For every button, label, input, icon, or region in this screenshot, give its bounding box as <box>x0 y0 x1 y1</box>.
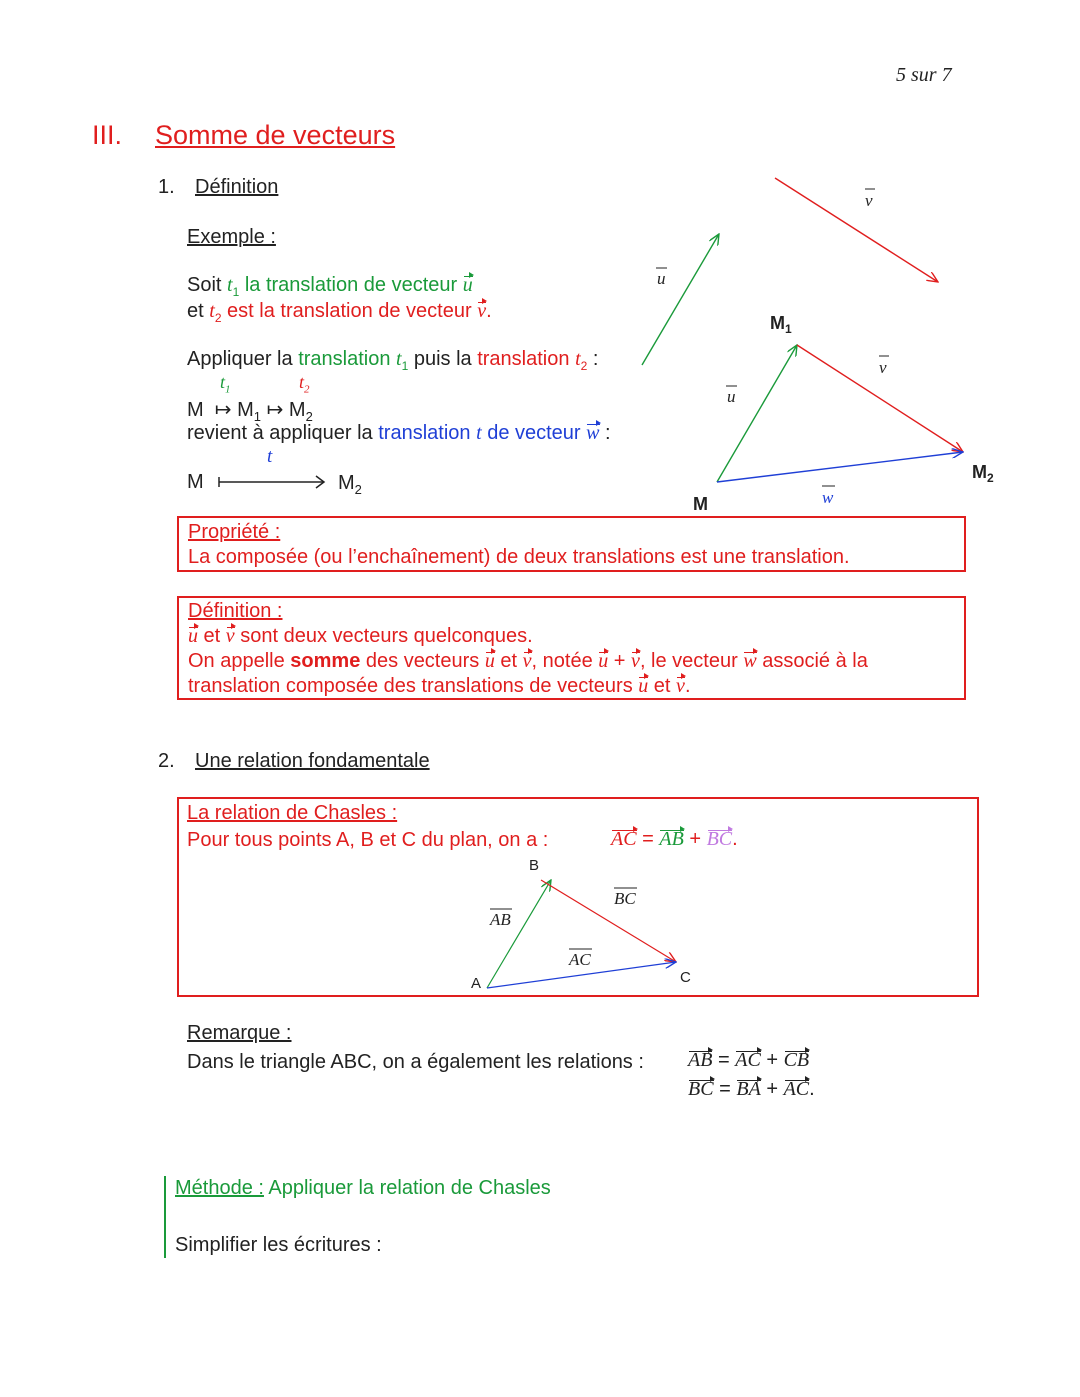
chasles-text: Pour tous points A, B et C du plan, on a : <box>187 829 549 851</box>
svg-text:w: w <box>822 488 834 507</box>
property-label: Propriété : <box>188 521 281 543</box>
example-label: Exemple : <box>187 226 276 248</box>
subsection2-number: 2. <box>158 750 175 772</box>
direct-M2: $M_2$ <box>338 472 362 497</box>
svg-text:u: u <box>657 269 666 288</box>
label-AB <box>489 909 512 929</box>
mapsto-arrow-icon: ↦ <box>266 399 284 421</box>
direct-M: M <box>187 471 204 493</box>
chasles-formula: AC = AB + BC. <box>611 828 738 850</box>
chain-mapping: M ↦ $M_1$ ↦ $M_2$ <box>187 399 313 424</box>
remark-relation-2: BC = BA + AC. <box>688 1078 815 1100</box>
chain-label-t2: $t_2$ <box>299 372 310 396</box>
chain-label-t1: $t_1$ <box>220 372 231 396</box>
revient-line: revient à appliquer la translation t de vecteur w : <box>187 422 611 444</box>
definition-line-2: On appelle somme des vecteurs u et v, notée u + v, le vecteur w associé à la <box>188 650 868 672</box>
vector-w: w <box>586 422 600 444</box>
method-text: Simplifier les écritures : <box>175 1234 382 1256</box>
label-M: M <box>693 494 708 514</box>
mapsto-arrow-icon: ↦ <box>214 399 232 421</box>
svg-text:AC: AC <box>569 950 591 969</box>
definition-label: Définition : <box>188 600 283 622</box>
vector-v: v <box>477 300 487 322</box>
svg-text:AB: AB <box>490 910 511 929</box>
section-title: Somme de vecteurs <box>155 120 396 150</box>
label-M1: $M_1$ <box>770 313 792 336</box>
vector-BC <box>541 880 676 962</box>
remark-label: Remarque : <box>187 1022 292 1044</box>
vector-AB <box>487 880 551 988</box>
svg-text:v: v <box>865 191 873 210</box>
label-AC <box>568 949 592 969</box>
method-sidebar <box>164 1176 166 1258</box>
property-text: La composée (ou l’enchaînement) de deux translations est une translation. <box>188 546 850 568</box>
subsection2-title: Une relation fondamentale <box>195 750 430 772</box>
apply-line: Appliquer la translation $t_1$ puis la translation $t_2$ : <box>187 348 599 373</box>
label-BC <box>614 888 637 908</box>
subsection-title: Définition <box>195 176 279 198</box>
svg-text:v: v <box>879 358 887 377</box>
example-line-2: et $t_2$ est la translation de vecteur v. <box>187 300 492 325</box>
remark-text: Dans le triangle ABC, on a également les relations : <box>187 1051 644 1073</box>
svg-text:u: u <box>727 387 736 406</box>
svg-text:BC: BC <box>614 889 636 908</box>
label-M2: $M_2$ <box>972 462 994 485</box>
direct-label-t: t <box>267 446 273 467</box>
example-line-1: Soit $t_1$ la translation de vecteur u <box>187 274 473 299</box>
subsection-number: 1. <box>158 176 175 198</box>
definition-line-1: u et v sont deux vecteurs quelconques. <box>188 625 533 647</box>
label-A: A <box>471 975 482 992</box>
chasles-label: La relation de Chasles : <box>187 802 398 824</box>
definition-line-3: translation composée des translations de vecteurs u et v. <box>188 675 691 697</box>
label-B: B <box>529 857 540 874</box>
label-C: C <box>680 969 691 986</box>
method-title: Méthode : Appliquer la relation de Chasles <box>175 1177 551 1199</box>
page-number: 5 sur 7 <box>896 64 952 86</box>
vector-u: u <box>462 274 473 296</box>
section-number: III. <box>92 120 123 150</box>
remark-relation-1: AB = AC + CB <box>688 1049 810 1071</box>
